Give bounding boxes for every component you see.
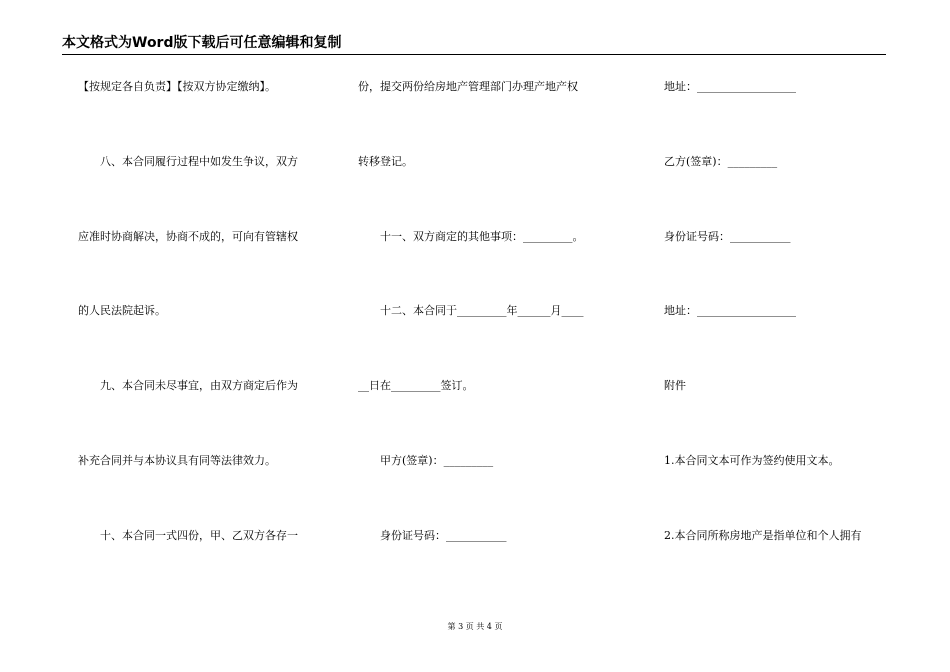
text-line: 转移登记。: [358, 155, 413, 168]
text-line: 地址：__________________: [664, 304, 796, 317]
text-line: 十二、本合同于_________年______月____: [358, 304, 584, 317]
page-number: 第 3 页 共 4 页: [447, 622, 503, 631]
header-title: 本文格式为Word版下载后可任意编辑和复制: [62, 35, 342, 51]
text-line: 地址：__________________: [664, 80, 796, 93]
text-line: 身份证号码：___________: [358, 529, 507, 542]
text-line: 附件: [664, 379, 686, 392]
text-line: 乙方(签章)：_________: [664, 155, 778, 168]
text-line: __日在_________签订。: [358, 379, 474, 392]
text-line: 补充合同并与本协议具有同等法律效力。: [78, 454, 276, 467]
text-line: 【按规定各自负责】【按双方协定缴纳】。: [78, 80, 276, 93]
text-line: 十、本合同一式四份，甲、乙双方各存一: [78, 529, 298, 542]
text-line: 八、本合同履行过程中如发生争议，双方: [78, 155, 298, 168]
text-line: 甲方(签章)：_________: [358, 454, 494, 467]
text-line: 2.本合同所称房地产是指单位和个人拥有: [664, 529, 862, 542]
text-line: 份，提交两份给房地产管理部门办理产地产权: [358, 80, 578, 93]
page-header: [62, 37, 886, 55]
text-line: 应准时协商解决，协商不成的，可向有管辖权: [78, 230, 298, 243]
text-line: 的人民法院起诉。: [78, 304, 166, 317]
text-line: 九、本合同未尽事宜，由双方商定后作为: [78, 379, 298, 392]
text-line: 身份证号码：___________: [664, 230, 791, 243]
text-line: 1.本合同文本可作为签约使用文本。: [664, 454, 840, 467]
text-line: 十一、双方商定的其他事项：_________。: [358, 230, 584, 243]
